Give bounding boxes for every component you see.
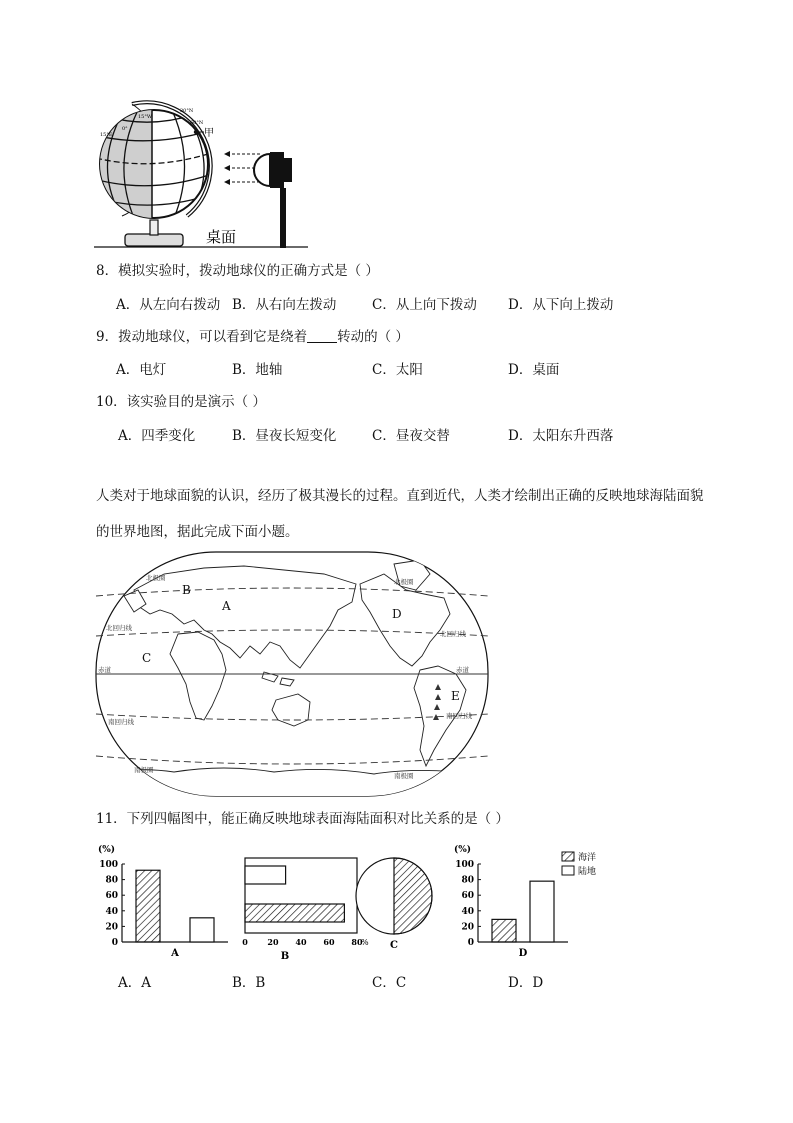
map-label-equator: 赤道 [98, 666, 111, 674]
legend-land-label: 陆地 [578, 867, 597, 877]
question-10-stem: 10．该实验目的是演示（ ） [96, 394, 266, 410]
q10-option-b[interactable]: B．昼夜长短变化 [232, 428, 337, 444]
x-unit-label: % [361, 938, 369, 947]
map-letter-c: C [142, 651, 152, 665]
q9-option-b[interactable]: B．地轴 [232, 362, 283, 378]
map-letter-a: A [222, 599, 231, 613]
map-label-antarctic-east: 南极圈 [394, 772, 414, 780]
y-unit-label: (%) [454, 845, 472, 855]
map-label-capricorn-east: 南回归线 [446, 712, 472, 720]
q11-option-b[interactable]: B．B [232, 975, 266, 991]
map-label-antarctic: 南极圈 [134, 766, 154, 774]
question-11-stem: 11．下列四幅图中，能正确反映地球表面海陆面积对比关系的是（ ） [96, 811, 509, 827]
x-tick-label: 0 [242, 937, 248, 947]
q11-option-d[interactable]: D．D [508, 975, 544, 991]
q9-stem-post: 转动的（ ） [337, 329, 409, 345]
map-label-cancer-east: 北回归线 [440, 630, 466, 638]
map-letter-e: E [451, 689, 460, 703]
point-jia-label: 甲 [204, 128, 214, 139]
q11-option-a[interactable]: A．A [118, 975, 151, 991]
x-tick-label: 20 [267, 937, 279, 947]
q9-stem-pre: 9．拨动地球仪，可以看到它是绕着 [96, 329, 308, 345]
q10-option-c[interactable]: C．昼夜交替 [372, 428, 450, 444]
x-tick-label: 80 [351, 937, 363, 947]
y-tick-label: 60 [105, 891, 118, 902]
map-label-capricorn: 南回归线 [108, 718, 134, 726]
bar-ocean [245, 904, 344, 922]
bar-land [190, 918, 214, 942]
panel-label: D [518, 948, 528, 959]
globe-stand-base [125, 234, 183, 246]
q8-option-d[interactable]: D．从下向上拨动 [508, 297, 614, 313]
world-map [94, 550, 490, 798]
map-label-cancer: 北回归线 [106, 624, 132, 632]
y-tick-label: 60 [461, 891, 474, 902]
map-letter-d: D [392, 607, 402, 621]
legend-ocean-swatch [562, 852, 574, 861]
intro-paragraph: 人类对于地球面貌的认识，经历了极其漫长的过程。直到近代，人类才绘制出正确的反映地球海陆面貌的世界地图，据此完成下面小题。 [96, 488, 704, 540]
q10-option-a[interactable]: A．四季变化 [118, 428, 196, 444]
q8-option-b[interactable]: B．从右向左拨动 [232, 297, 337, 313]
map-letter-b: B [182, 583, 191, 597]
q9-option-a[interactable]: A．电灯 [116, 362, 167, 378]
y-tick-label: 100 [455, 860, 474, 870]
question-9-stem [96, 328, 409, 346]
q9-blank [307, 328, 337, 343]
lon-label: 15°W [138, 114, 153, 120]
map-label-arctic-east: 北极圈 [394, 578, 414, 586]
lat-label: 60°N [190, 120, 204, 126]
lat-label: 30°N [180, 108, 194, 114]
question-8-stem: 8．模拟实验时，拨动地球仪的正确方式是（ ） [96, 263, 379, 279]
map-label-arctic: 北极圈 [146, 574, 166, 582]
y-tick-label: 40 [105, 906, 118, 917]
lon-label: 15°E [100, 132, 113, 138]
y-tick-label: 20 [461, 922, 474, 933]
bar-land [245, 866, 286, 884]
y-tick-label: 100 [99, 860, 118, 870]
y-tick-label: 20 [105, 922, 118, 933]
q9-option-d[interactable]: D．桌面 [508, 362, 560, 378]
q10-option-d[interactable]: D．太阳东升西落 [508, 428, 614, 444]
y-tick-label: 80 [461, 875, 474, 886]
q9-option-c[interactable]: C．太阳 [372, 362, 423, 378]
x-tick-label: 60 [323, 937, 335, 947]
legend-land-swatch [562, 866, 574, 875]
map-label-equator-east: 赤道 [456, 666, 469, 674]
pie-ocean [394, 858, 432, 934]
panel-label: A [171, 948, 179, 959]
y-tick-label: 0 [467, 938, 474, 948]
bar-land [530, 881, 554, 942]
q11-charts [92, 838, 652, 962]
q11-option-c[interactable]: C．C [372, 975, 407, 991]
lon-label: 0° [122, 126, 128, 132]
y-tick-label: 80 [105, 875, 118, 886]
y-unit-label: (%) [98, 845, 116, 855]
globe-experiment-figure [92, 96, 312, 252]
bar-ocean [136, 870, 160, 942]
x-tick-label: 40 [295, 937, 307, 947]
q8-option-a[interactable]: A．从左向右拨动 [116, 297, 221, 313]
q8-option-c[interactable]: C．从上向下拨动 [372, 297, 477, 313]
panel-label: B [280, 951, 290, 962]
desk-label: 桌面 [206, 228, 237, 246]
legend-ocean-label: 海洋 [578, 853, 597, 863]
panel-label: C [390, 940, 398, 951]
lamp-icon [254, 152, 292, 248]
bar-ocean [492, 919, 516, 942]
y-tick-label: 0 [111, 938, 118, 948]
y-tick-label: 40 [461, 906, 474, 917]
